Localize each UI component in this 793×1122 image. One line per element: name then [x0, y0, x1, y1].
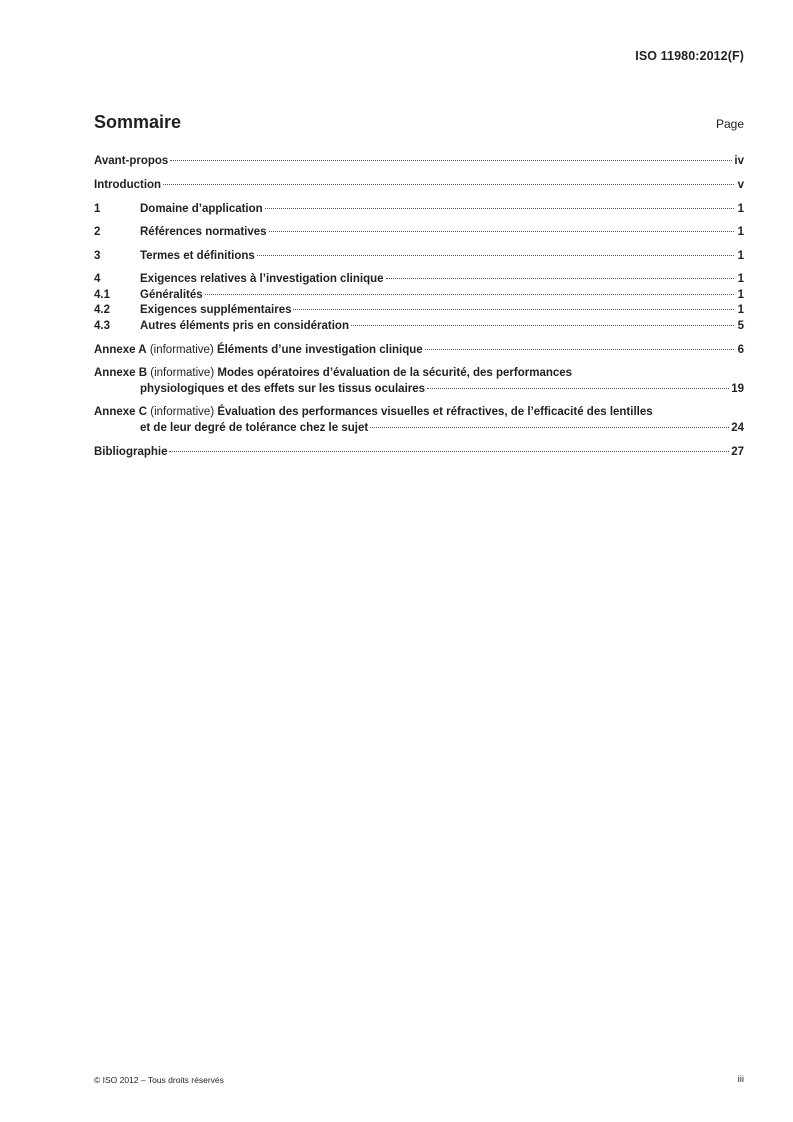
document-id: ISO 11980:2012(F) [635, 49, 744, 63]
toc-title: Sommaire [94, 112, 182, 132]
toc-entry-page: 27 [731, 446, 744, 458]
toc-annex-label: Annexe C [94, 406, 148, 418]
toc-entry-label: Éléments d’une investigation clinique [216, 344, 423, 356]
leader-dots [351, 324, 734, 326]
toc-entry-label: Généralités [140, 289, 203, 301]
leader-dots [205, 293, 734, 295]
toc-annex-qualifier: (informative) [150, 406, 215, 418]
toc-entry-section-4-1[interactable] [94, 288, 744, 302]
toc-entry-number: 2 [94, 226, 101, 238]
toc-entry-label: Autres éléments pris en considération [140, 320, 349, 332]
toc-entry-page: 6 [737, 344, 744, 356]
toc-entry-avant-propos[interactable] [94, 154, 744, 168]
toc-entry-bibliographie[interactable] [94, 445, 744, 459]
leader-dots [170, 159, 732, 161]
toc-entry-section-4[interactable] [94, 272, 744, 286]
leader-dots [269, 230, 734, 232]
toc-entry-label: Exigences relatives à l’investigation clinique [140, 273, 384, 285]
toc-annex-label: Annexe B [94, 367, 148, 379]
toc-entry-label: Références normatives [140, 226, 267, 238]
leader-dots [370, 426, 729, 428]
footer-copyright: © ISO 2012 – Tous droits réservés [94, 1075, 224, 1085]
toc-entry-number: 4.1 [94, 289, 110, 301]
toc-entry-section-3[interactable] [94, 249, 744, 263]
toc-entry-page: 1 [737, 203, 744, 215]
toc-entry-section-4-2[interactable] [94, 303, 744, 317]
toc-entry-number: 1 [94, 203, 101, 215]
toc-entry-page: 1 [737, 250, 744, 262]
toc-entry-number: 4.3 [94, 320, 110, 332]
toc-entry-label-line-1: Évaluation des performances visuelles et réfractives, de l’efficacité des lentilles [217, 406, 653, 418]
leader-dots [163, 183, 734, 185]
toc-entry-section-2[interactable] [94, 225, 744, 239]
leader-dots [386, 277, 734, 279]
toc-entry-number: 4 [94, 273, 101, 285]
toc-entry-page: iv [734, 155, 744, 167]
toc-entry-number: 4.2 [94, 304, 110, 316]
toc-entry-section-4-3[interactable] [94, 319, 744, 333]
toc-entry-annex-b[interactable] [94, 366, 744, 396]
toc-annex-qualifier: (informative) [149, 344, 214, 356]
leader-dots [425, 348, 734, 350]
toc-entry-label: Domaine d’application [140, 203, 263, 215]
toc-entry-annex-a[interactable] [94, 343, 744, 357]
leader-dots [293, 308, 734, 310]
toc-entry-page: 1 [737, 226, 744, 238]
leader-dots [169, 450, 729, 452]
toc-entry-page: 5 [737, 320, 744, 332]
toc-entry-section-1[interactable] [94, 202, 744, 216]
toc-entry-label: Termes et définitions [140, 250, 255, 262]
toc-entry-introduction[interactable] [94, 178, 744, 192]
toc-entry-page: 1 [737, 273, 744, 285]
toc-entry-label: Introduction [94, 179, 162, 191]
toc-entry-label-line-2: physiologiques et des effets sur les tissus oculaires [140, 383, 426, 395]
toc-entry-label: Bibliographie [94, 446, 168, 458]
toc-entry-label: Avant-propos [94, 155, 169, 167]
toc-page-column-label: Page [715, 117, 744, 131]
toc-heading [94, 112, 744, 136]
toc-annex-label: Annexe A [94, 344, 147, 356]
leader-dots [427, 387, 729, 389]
leader-dots [265, 207, 734, 209]
toc-entry-label: Exigences supplémentaires [140, 304, 292, 316]
toc-entry-page: v [737, 179, 744, 191]
toc-entry-page: 19 [731, 383, 744, 395]
toc-annex-qualifier: (informative) [150, 367, 215, 379]
toc-entry-label-line-2: et de leur degré de tolérance chez le sujet [140, 422, 369, 434]
toc-entry-page: 24 [731, 422, 744, 434]
toc-entry-page: 1 [737, 289, 744, 301]
leader-dots [257, 254, 734, 256]
toc-entry-label-line-1: Modes opératoires d’évaluation de la sécurité, des performances [217, 367, 573, 379]
footer-page-number: iii [737, 1074, 744, 1085]
toc-entry-annex-c[interactable] [94, 405, 744, 435]
toc-entry-number: 3 [94, 250, 101, 262]
toc-entry-page: 1 [737, 304, 744, 316]
